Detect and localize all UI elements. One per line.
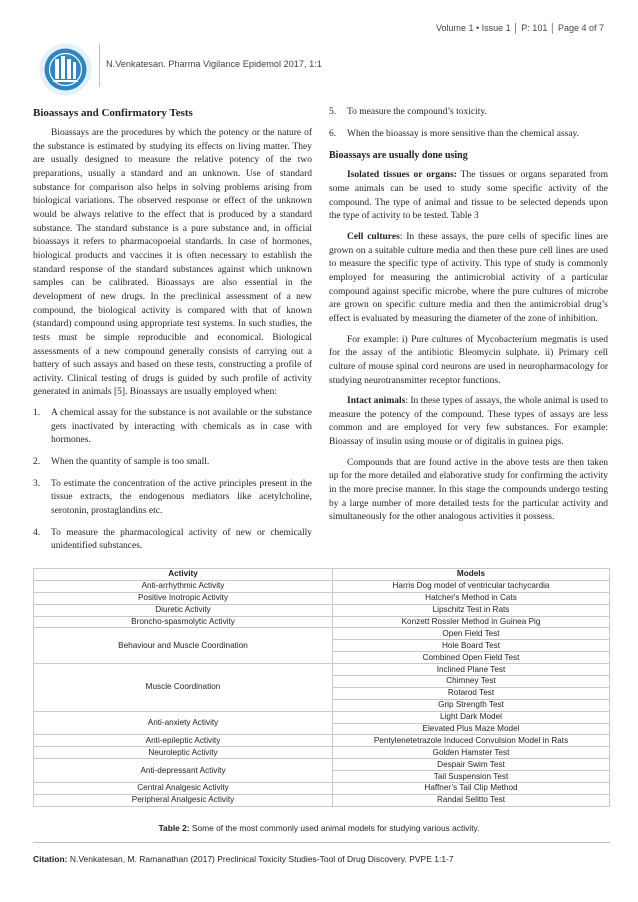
model-cell: Randal Selitto Test <box>333 794 610 806</box>
citation-label: Citation: <box>33 854 68 864</box>
list-item <box>33 407 312 448</box>
subsection-heading: Bioassays are usually done using <box>329 150 468 162</box>
footer-divider <box>33 842 610 843</box>
compounds-paragraph: Compounds that are found active in the above tests are then taken up for the more detailed and elaborative study for confirming the activity in the more precise manner. In this stage the compounds undergo testing by a large number of more detailed tests for the particular activity and simultaneously for the other analogous activities it possess. <box>329 457 608 523</box>
table-row <box>34 747 610 759</box>
activity-cell: Muscle Coordination <box>34 664 333 712</box>
citation-text: N.Venkatesan, M. Ramanathan (2017) Preclinical Toxicity Studies-Tool of Drug Discovery. PVPE 1:1-7 <box>67 854 454 864</box>
table-row <box>34 628 610 640</box>
isolated-tissues-paragraph <box>329 169 608 224</box>
activity-cell: Anti-arrhythmic Activity <box>34 580 333 592</box>
list-text: To measure the pharmacological activity of new or chemically unidentified substances. <box>51 527 312 552</box>
left-column <box>33 104 312 562</box>
list-item <box>33 456 312 470</box>
example-paragraph: For example: i) Pure cultures of Mycobacterium megmatis is used for the assay of the antibiotic Bleomycin sulphate. ii) Primary cell culture of mouse spinal cord neurons are used in neuropharmacology for studying neurotransmitter receptor functions. <box>329 334 608 386</box>
activity-cell: Anti-epileptic Activity <box>34 735 333 747</box>
term-label: Cell cultures <box>347 231 400 242</box>
header-divider <box>99 44 100 87</box>
table-row <box>34 604 610 616</box>
model-cell: Lipschitz Test in Rats <box>333 604 610 616</box>
list-text: To measure the compound’s toxicity. <box>347 107 487 117</box>
list-text: When the quantity of sample is too small. <box>51 457 210 468</box>
list-item <box>33 527 312 554</box>
model-cell: Combined Open Field Test <box>333 652 610 664</box>
journal-citation-header: N.Venkatesan. Pharma Vigilance Epidemol 2017, 1:1 <box>106 59 322 69</box>
paragraph-text: : In these types of assays, the whole animal is used to measure the potency of the compound. These types of assays are less common and are employed for very few substances. For example: Bioassay of insulin using mouse or of digitalis in guinea pigs. <box>329 396 608 448</box>
list-text: A chemical assay for the substance is not available or the substance gets inactivated by interacting with chemicals as in case with hormones. <box>51 408 312 446</box>
table-header-row <box>34 569 610 581</box>
list-item <box>329 128 608 142</box>
activity-cell: Positive Inotropic Activity <box>34 592 333 604</box>
right-column <box>329 104 608 532</box>
model-cell: Golden Hamster Test <box>333 747 610 759</box>
bioassay-list <box>33 407 312 554</box>
cell-cultures-paragraph <box>329 231 608 327</box>
model-cell: Tail Suspension Test <box>333 771 610 783</box>
list-number: 2. <box>33 457 41 468</box>
model-cell: Hole Board Test <box>333 640 610 652</box>
list-item <box>329 106 608 120</box>
model-cell: Pentylenetetrazole Induced Convulsion Model in Rats <box>333 735 610 747</box>
animal-models-table <box>33 568 610 807</box>
activity-cell: Broncho-spasmolytic Activity <box>34 616 333 628</box>
term-label: Isolated tissues or organs: <box>347 170 457 181</box>
activity-cell: Behaviour and Muscle Coordination <box>34 628 333 664</box>
activity-cell: Central Analgesic Activity <box>34 783 333 795</box>
activity-cell: Anti-depressant Activity <box>34 759 333 783</box>
list-number: 1. <box>33 408 41 419</box>
activity-cell: Peripheral Analgesic Activity <box>34 794 333 806</box>
list-number: 5. <box>329 107 337 117</box>
model-cell: Inclined Plane Test <box>333 664 610 676</box>
model-cell: Open Field Test <box>333 628 610 640</box>
list-text: When the bioassay is more sensitive than the chemical assay. <box>347 128 580 139</box>
list-text: To estimate the concentration of the active principles present in the tissue extracts, the endogenous mediators like acetylcholine, serotonin, prostaglandins etc. <box>51 478 312 517</box>
table-row <box>34 735 610 747</box>
model-cell: Grip Strength Test <box>333 699 610 711</box>
volume-info: Volume 1 • Issue 1 │ P: 101 │ Page 4 of 7 <box>435 23 604 33</box>
section-heading: Bioassays and Confirmatory Tests <box>33 107 193 119</box>
model-cell: Despair Swim Test <box>333 759 610 771</box>
table-caption <box>0 823 638 833</box>
model-cell: Rotarod Test <box>333 687 610 699</box>
activity-cell: Neuroleptic Activity <box>34 747 333 759</box>
model-cell: Harris Dog model of ventricular tachycardia <box>333 580 610 592</box>
activity-cell: Diuretic Activity <box>34 604 333 616</box>
model-cell: Elevated Plus Maze Model <box>333 723 610 735</box>
model-cell: Konzett Rossler Method in Guinea Pig <box>333 616 610 628</box>
table-row <box>34 592 610 604</box>
caption-label: Table 2: <box>158 823 190 833</box>
table-row <box>34 580 610 592</box>
caption-text: Some of the most commonly used animal models for studying various activity. <box>189 823 480 833</box>
table-row <box>34 794 610 806</box>
model-cell: Haffner’s Tail Clip Method <box>333 783 610 795</box>
bioassay-paragraph: Bioassays are the procedures by which the potency or the nature of the substance is estimated by studying its effects on living matter. They are usually designed to measure the relative potency of the two preparations, usually a standard and an unknown. Use of standard substance for comparison also helps in solving problems arising from biological variations. The observed response or effect of the unknown would be always relative to the effect that is produced by a standard substance. The standard substance is a pure substance and, in official bioassays it refers to pharmacopoeial standards. In case of hormones, biological products and vaccines it is often necessary to establish the standard response of the standard substances against which unknown samples can be calibrated. Bioassays are also essential in the development of new drugs. In the preclinical assessment of a new compound, the biological activity is compared with that of known (standard) compound using appropriate test systems. In such studies, the tests must be simple reproducible and economical. Biological assessments of a new compound generally consists of carrying out a battery of such assays and based on these tests, constructing a profile of activity. Clinical testing of drugs is guided by such profile of activity generated in animals [5]. Bioassays are usually employed when: <box>33 128 312 398</box>
intact-animals-paragraph <box>329 395 608 450</box>
list-number: 3. <box>33 478 41 489</box>
table-row <box>34 711 610 723</box>
table-row <box>34 616 610 628</box>
list-number: 6. <box>329 128 337 139</box>
table-row <box>34 664 610 676</box>
model-cell: Light Dark Model <box>333 711 610 723</box>
bioassay-list-continued <box>329 106 608 141</box>
paragraph-text: : In these assays, the pure cells of specific lines are grown on a suitable culture media and then these pure cell lines are used to measure the specific type of activity. This type of study is commonly employed for measuring the antimicrobial activity of a particular compound against specific microbe, where the pure cultures of microbe are grown on specific culture media and then the antimicrobial drug’s effect is evaluated by measuring the diameter of the zone of inhibition. <box>329 231 608 324</box>
table-body <box>34 580 610 806</box>
term-label: Intact animals <box>347 396 406 407</box>
column-header-activity: Activity <box>34 569 333 581</box>
activity-cell: Anti-anxiety Activity <box>34 711 333 735</box>
list-number: 4. <box>33 527 41 538</box>
model-cell: Hatcher's Method in Cats <box>333 592 610 604</box>
model-cell: Chimney Test <box>333 676 610 688</box>
paragraph-text: The tissues or organs separated from some animals can be used to study some specific activity of the compound. The type of animal and tissue to be selected depends upon the type of activity to be tested. Table 3 <box>329 170 608 222</box>
column-header-models: Models <box>333 569 610 581</box>
citation <box>33 854 454 864</box>
list-item <box>33 478 312 519</box>
table-row <box>34 759 610 771</box>
table-row <box>34 783 610 795</box>
journal-logo-icon <box>38 42 93 97</box>
